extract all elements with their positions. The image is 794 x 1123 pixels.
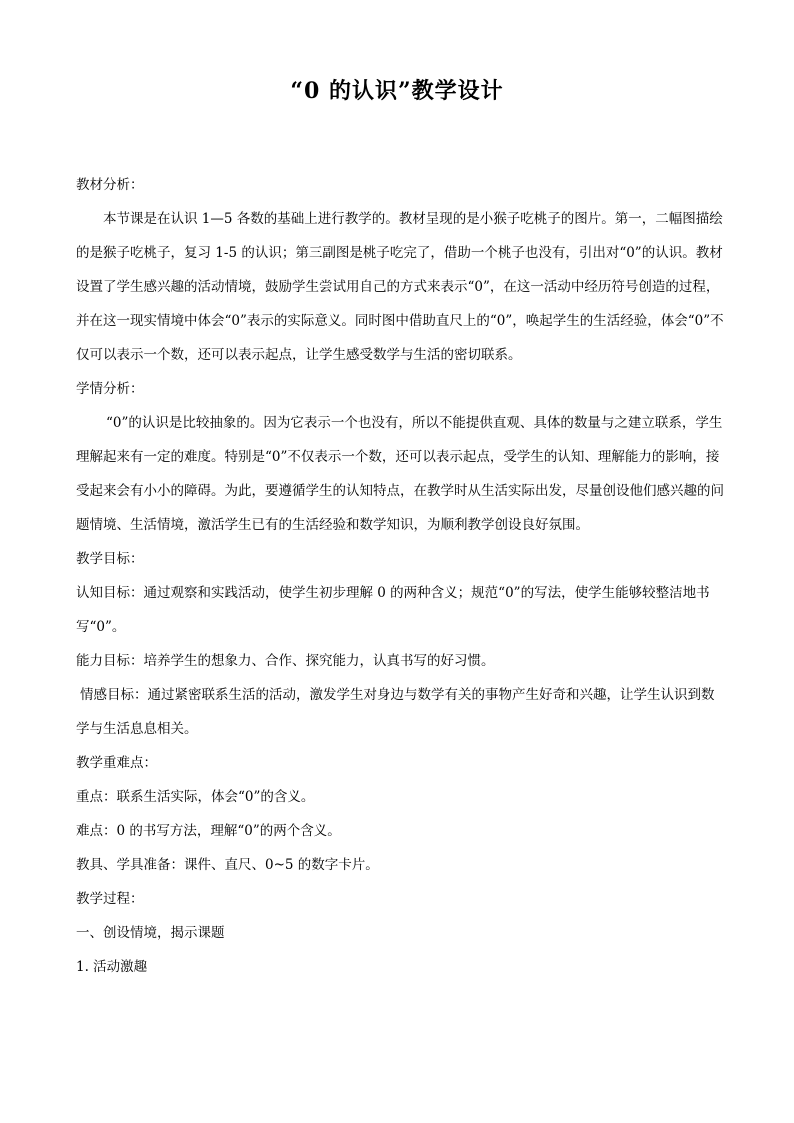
cognitive-goal: 认知目标：通过观察和实践活动，使学生初步理解 0 的两种含义；规范“0”的写法，使学生能够较整洁地书写“0”。 — [76, 585, 710, 635]
process-step-1: 一、创设情境，揭示课题 — [76, 925, 225, 941]
key-point: 重点：联系生活实际，体会“0”的含义。 — [76, 789, 315, 805]
process-substep-1: 1. 活动激趣 — [76, 959, 148, 975]
teaching-materials: 教具、学具准备：课件、直尺、0~5 的数字卡片。 — [76, 857, 379, 873]
key-difficult-points-heading: 教学重难点： — [76, 755, 157, 771]
emotion-goal: 情感目标：通过紧密联系生活的活动，激发学生对身边与数学有关的事物产生好奇和兴趣，让学生认识到数学与生活息息相关。 — [76, 687, 715, 737]
learner-analysis-paragraph: “0”的认识是比较抽象的。因为它表示一个也没有，所以不能提供直观、具体的数量与之建立联系，学生理解起来有一定的难度。特别是“0”不仅表示一个数，还可以表示起点，受学生的认知、理解能力的影响，接受起来会有小小的障碍。为此，要遵循学生的认知特点，在教学时从生活实际出发，尽量创设他们感兴趣的问题情境、生活情境，激活学生已有的生活经验和数学知识，为顺利教学创设良好氛围。 — [76, 415, 724, 533]
learner-analysis-heading: 学情分析： — [76, 381, 144, 397]
document-title: “0 的认识”教学设计 — [290, 78, 504, 104]
textbook-analysis-paragraph: 本节课是在认识 1—5 各数的基础上进行教学的。教材呈现的是小猴子吃桃子的图片。第一，二幅图描绘的是猴子吃桃子，复习 1-5 的认识；第三副图是桃子吃完了，借助一个桃子也没有，引出对“0”的认识。教材设置了学生感兴趣的活动情境，鼓励学生尝试用自己的方式来表示“0”，在这一活动中经历符号创造的过程，并在这一现实情境中体会“0”表示的实际意义。同时图中借助直尺上的“0”，唤起学生的生活经验，体会“0”不仅可以表示一个数，还可以表示起点，让学生感受数学与生活的密切联系。 — [76, 211, 724, 363]
textbook-analysis-heading: 教材分析： — [76, 177, 144, 193]
teaching-process-heading: 教学过程： — [76, 891, 144, 907]
ability-goal: 能力目标：培养学生的想象力、合作、探究能力，认真书写的好习惯。 — [76, 653, 495, 669]
difficult-point: 难点：0 的书写方法，理解“0”的两个含义。 — [76, 823, 341, 839]
teaching-goals-heading: 教学目标： — [76, 551, 144, 567]
document-body — [76, 168, 726, 984]
